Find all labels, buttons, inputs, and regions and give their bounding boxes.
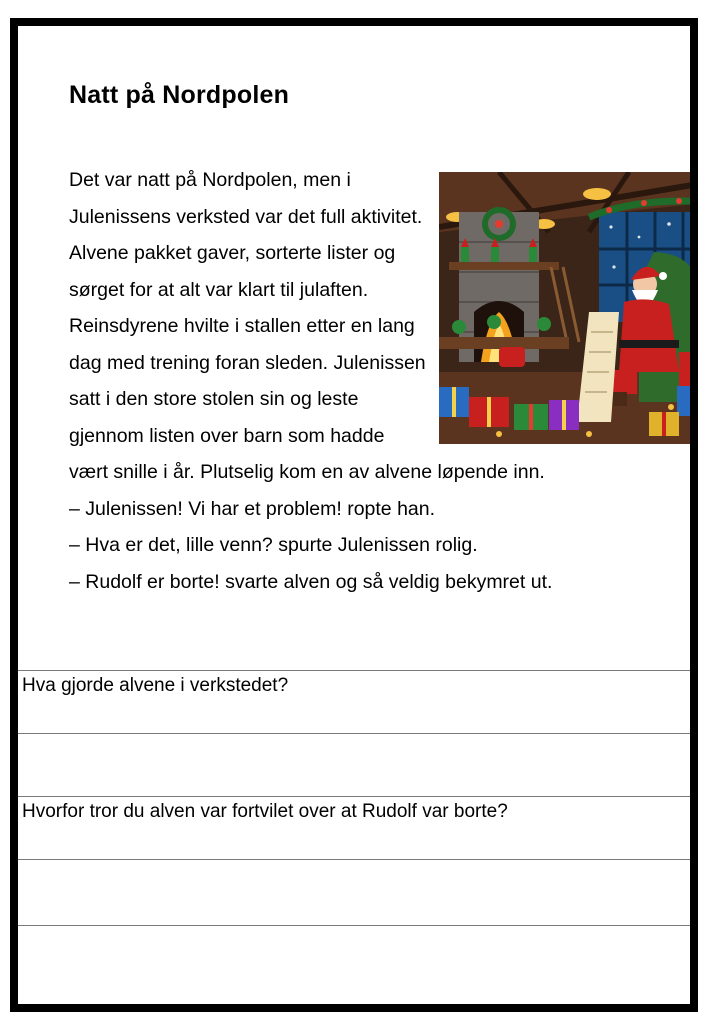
santa-workshop-illustration <box>439 172 698 444</box>
question-row-2: Hvorfor tror du alven var fortvilet over at Rudolf var borte? <box>18 796 690 859</box>
story-paragraph: Det var natt på Nordpolen, men i Julenissens verksted var det full aktivitet. Alvene pakket gaver, sorterte lister og sørget for at alt var klart til julaften. Reinsdyrene hvilte i stallen etter en lang dag med trening foran sleden. Julenissen satt i den store stolen sin og leste gjennom listen over barn som hadde vært snille i år. Plutselig kom en av alvene løpende inn. <box>69 169 545 483</box>
question-table <box>18 670 690 1007</box>
worksheet-frame <box>10 18 698 1012</box>
answer-line-1[interactable] <box>18 733 690 796</box>
story-text <box>69 162 629 600</box>
story-dialogue-line: – Julenissen! Vi har et problem! ropte han. <box>69 497 436 520</box>
story-dialogue-line: – Rudolf er borte! svarte alven og så veldig bekymret ut. <box>69 570 553 593</box>
question-row-1: Hva gjorde alvene i verkstedet? <box>18 670 690 733</box>
answer-line-2[interactable] <box>18 859 690 925</box>
page-title: Natt på Nordpolen <box>69 81 290 109</box>
story-dialogue-line: – Hva er det, lille venn? spurte Julenissen rolig. <box>69 534 478 556</box>
answer-line-3[interactable] <box>18 925 690 1007</box>
